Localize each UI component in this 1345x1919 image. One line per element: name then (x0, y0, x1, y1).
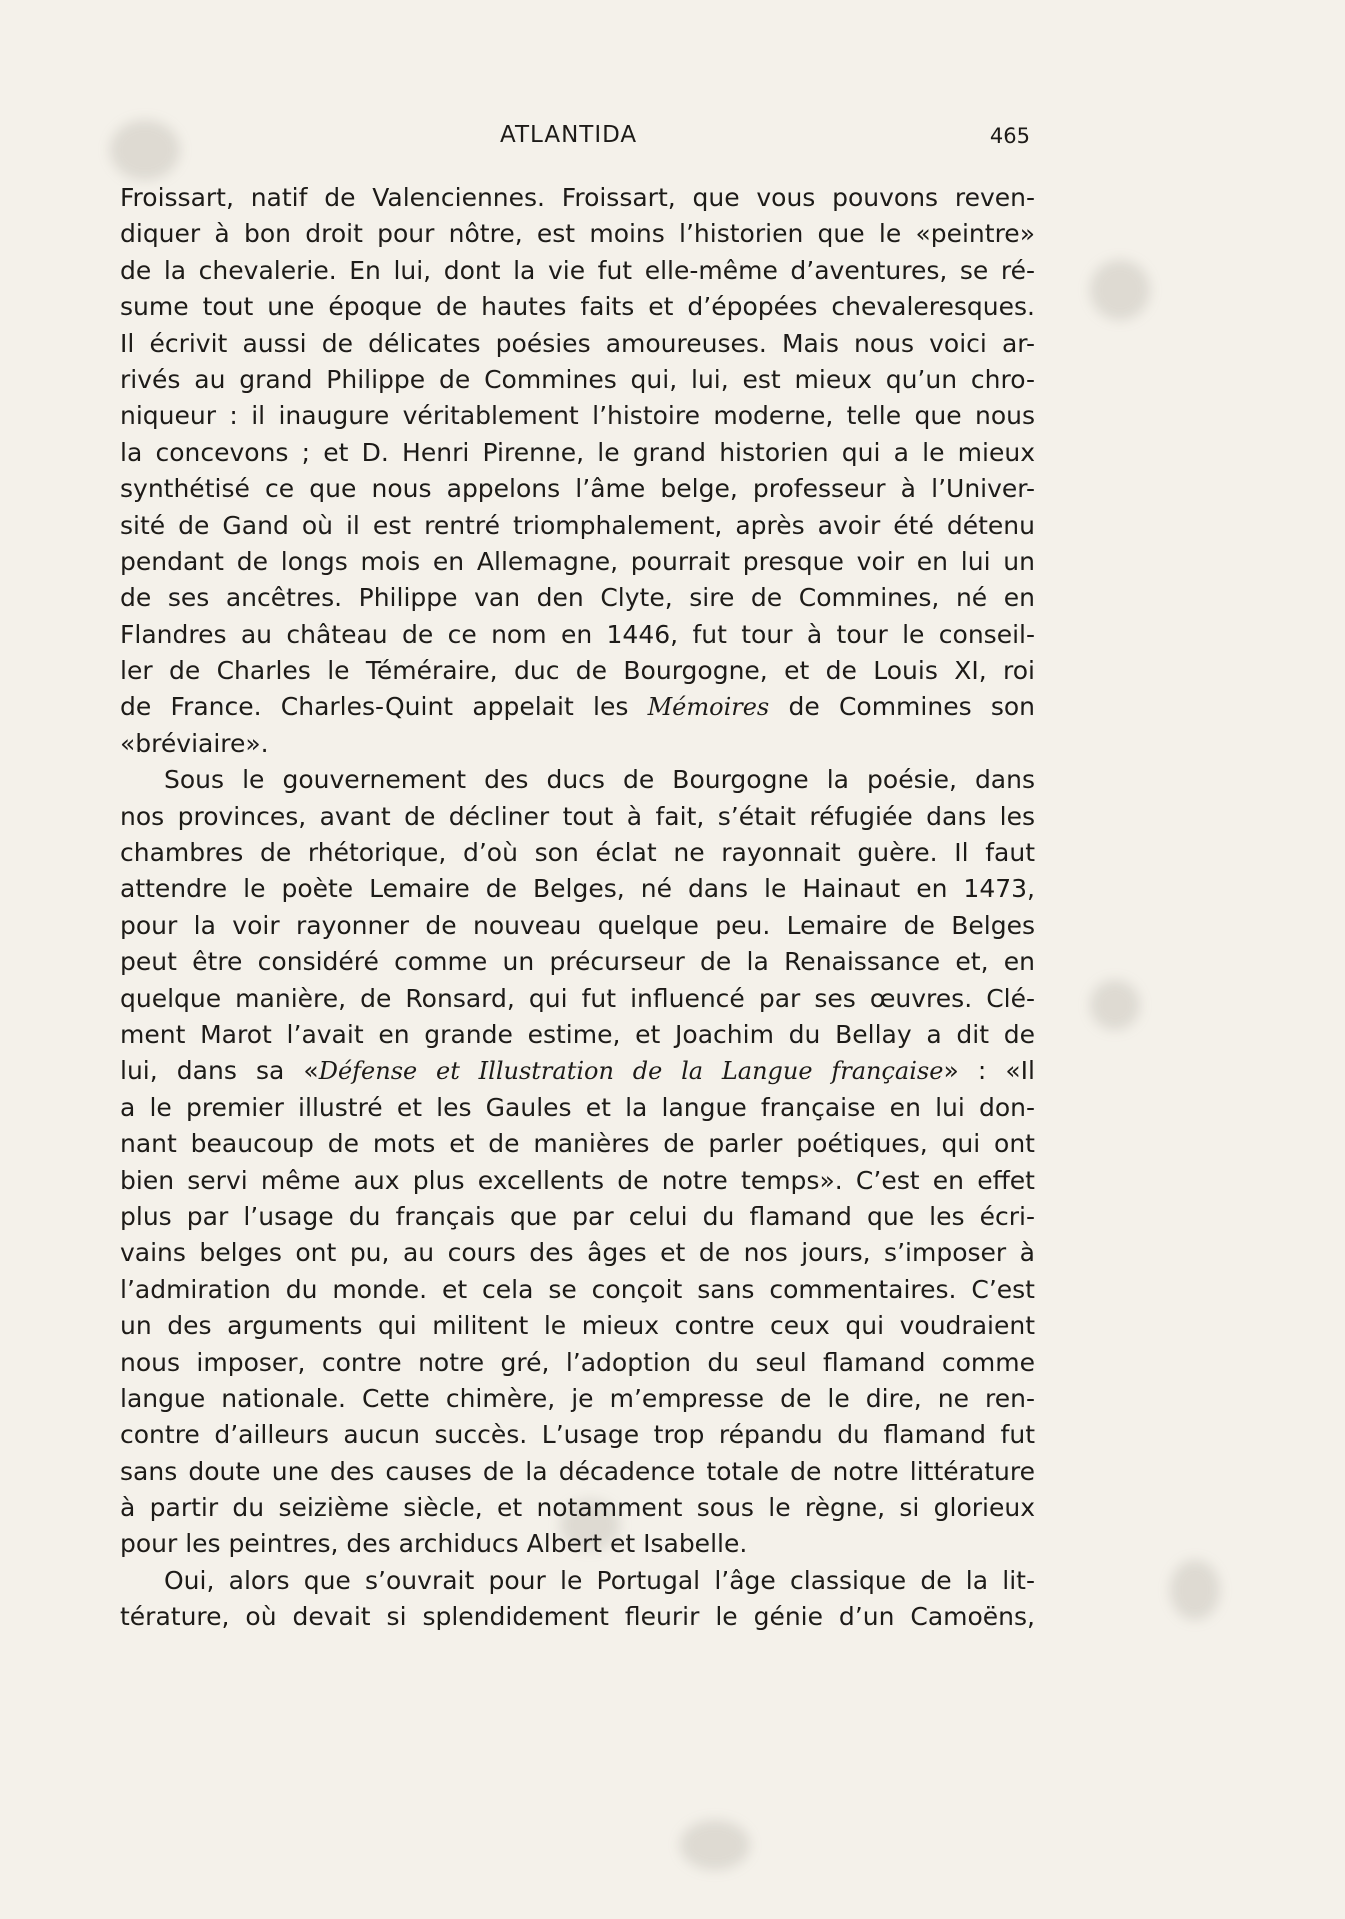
text-run: diquer à bon droit pour nôtre, est moins l’historien que le «peintre» (120, 219, 1035, 249)
text-run: sans doute une des causes de la décadence totale de notre littérature (120, 1456, 1035, 1486)
text-line (120, 944, 1035, 980)
page-number: 465 (989, 124, 1030, 148)
text-run: attendre le poète Lemaire de Belges, né dans le Hainaut en 1473, (120, 874, 1035, 904)
paragraph (120, 1563, 1035, 1636)
paper-stain (680, 1820, 750, 1870)
text-line (120, 1163, 1035, 1199)
text-run: ment Marot l’avait en grande estime, et Joachim du Bellay a dit de (120, 1019, 1035, 1049)
text-run: «bréviaire». (120, 728, 269, 758)
text-run: nous imposer, contre notre gré, l’adoption du seul flamand comme (120, 1347, 1035, 1377)
text-line (120, 180, 1035, 216)
text-line (120, 835, 1035, 871)
paper-stain (1090, 260, 1150, 320)
text-run: quelque manière, de Ronsard, qui fut influencé par ses œuvres. Clé- (120, 983, 1035, 1013)
text-run: ler de Charles le Téméraire, duc de Bourgogne, et de Louis XI, roi (120, 656, 1035, 686)
running-header (120, 122, 1030, 156)
text-run: niqueur : il inaugure véritablement l’histoire moderne, telle que nous (120, 401, 1035, 431)
text-line (120, 1053, 1035, 1089)
text-line (120, 216, 1035, 252)
text-line (120, 981, 1035, 1017)
text-line (120, 544, 1035, 580)
text-line (120, 1381, 1035, 1417)
text-run: langue nationale. Cette chimère, je m’empresse de le dire, ne ren- (120, 1383, 1035, 1413)
text-run: bien servi même aux plus excellents de notre temps». C’est en effet (120, 1165, 1035, 1195)
text-run: pour les peintres, des archiducs Albert et Isabelle. (120, 1529, 748, 1559)
text-run: Il écrivit aussi de délicates poésies amoureuses. Mais nous voici ar- (120, 328, 1035, 358)
text-line (120, 435, 1035, 471)
text-run: rivés au grand Philippe de Commines qui, lui, est mieux qu’un chro- (120, 364, 1035, 394)
text-line (120, 398, 1035, 434)
text-run: la concevons ; et D. Henri Pirenne, le grand historien qui a le mieux (120, 437, 1035, 467)
text-line (120, 1454, 1035, 1490)
text-line (120, 1017, 1035, 1053)
text-line (120, 908, 1035, 944)
text-line (120, 326, 1035, 362)
text-line (120, 762, 1035, 798)
text-line (120, 1126, 1035, 1162)
text-line (120, 871, 1035, 907)
text-run: nos provinces, avant de décliner tout à fait, s’était réfugiée dans les (120, 801, 1035, 831)
paper-stain (1170, 1560, 1220, 1620)
text-line (120, 1490, 1035, 1526)
text-run: plus par l’usage du français que par celui du flamand que les écri- (120, 1201, 1035, 1231)
text-line (120, 1345, 1035, 1381)
text-run: a le premier illustré et les Gaules et la langue française en lui don- (120, 1092, 1035, 1122)
text-run: de la chevalerie. En lui, dont la vie fut elle-même d’aventures, se ré- (120, 255, 1035, 285)
text-run: Sous le gouvernement des ducs de Bourgogne la poésie, dans (164, 765, 1035, 795)
text-line (120, 1308, 1035, 1344)
text-run: sume tout une époque de hautes faits et d’épopées chevaleresques. (120, 292, 1035, 322)
text-run: térature, où devait si splendidement fleurir le génie d’un Camoëns, (120, 1602, 1035, 1632)
text-line (120, 1563, 1035, 1599)
text-line (120, 253, 1035, 289)
text-run: pendant de longs mois en Allemagne, pourrait presque voir en lui un (120, 546, 1035, 576)
text-line (120, 1090, 1035, 1126)
text-run: chambres de rhétorique, d’où son éclat ne rayonnait guère. Il faut (120, 838, 1035, 868)
body-text (120, 180, 1035, 1636)
text-line (120, 1199, 1035, 1235)
text-line (120, 1272, 1035, 1308)
text-run: Froissart, natif de Valenciennes. Froissart, que vous pouvons reven- (120, 183, 1035, 212)
text-run: de ses ancêtres. Philippe van den Clyte, sire de Commines, né en (120, 583, 1035, 613)
text-run: de France. Charles-Quint appelait les (120, 692, 648, 722)
text-line (120, 617, 1035, 653)
text-line (120, 726, 1035, 762)
text-line (120, 689, 1035, 725)
text-line (120, 653, 1035, 689)
text-line (120, 471, 1035, 507)
text-line (120, 1235, 1035, 1271)
text-run: l’admiration du monde. et cela se conçoit sans commentaires. C’est (120, 1274, 1035, 1304)
text-run: nant beaucoup de mots et de manières de parler poétiques, qui ont (120, 1129, 1035, 1159)
text-line (120, 508, 1035, 544)
text-line (120, 289, 1035, 325)
text-line (120, 362, 1035, 398)
text-run: vains belges ont pu, au cours des âges et de nos jours, s’imposer à (120, 1238, 1035, 1268)
text-run: sité de Gand où il est rentré triomphalement, après avoir été détenu (120, 510, 1035, 540)
text-line (120, 1526, 1035, 1562)
paragraph (120, 762, 1035, 1563)
text-run: à partir du seizième siècle, et notamment sous le règne, si glorieux (120, 1493, 1035, 1523)
italic-title: Défense et Illustration de la Langue française (318, 1057, 944, 1086)
paragraph (120, 180, 1035, 762)
text-line (120, 799, 1035, 835)
paper-stain (1090, 980, 1140, 1030)
text-run: Flandres au château de ce nom en 1446, fut tour à tour le conseil- (120, 619, 1035, 649)
text-run: synthétisé ce que nous appelons l’âme belge, professeur à l’Univer- (120, 474, 1035, 504)
text-run: contre d’ailleurs aucun succès. L’usage trop répandu du flamand fut (120, 1420, 1035, 1450)
text-run: pour la voir rayonner de nouveau quelque peu. Lemaire de Belges (120, 910, 1035, 940)
text-run: un des arguments qui militent le mieux contre ceux qui voudraient (120, 1311, 1035, 1341)
text-line (120, 1599, 1035, 1635)
text-run: de Commines son (769, 692, 1035, 722)
text-line (120, 580, 1035, 616)
running-title: ATLANTIDA (500, 122, 638, 148)
text-run: lui, dans sa « (120, 1056, 319, 1086)
text-run: peut être considéré comme un précurseur de la Renaissance et, en (120, 947, 1035, 977)
text-line (120, 1417, 1035, 1453)
italic-title: Mémoires (647, 693, 770, 722)
text-run: Oui, alors que s’ouvrait pour le Portugal l’âge classique de la lit- (164, 1565, 1035, 1595)
text-run: » : «Il (943, 1056, 1035, 1086)
